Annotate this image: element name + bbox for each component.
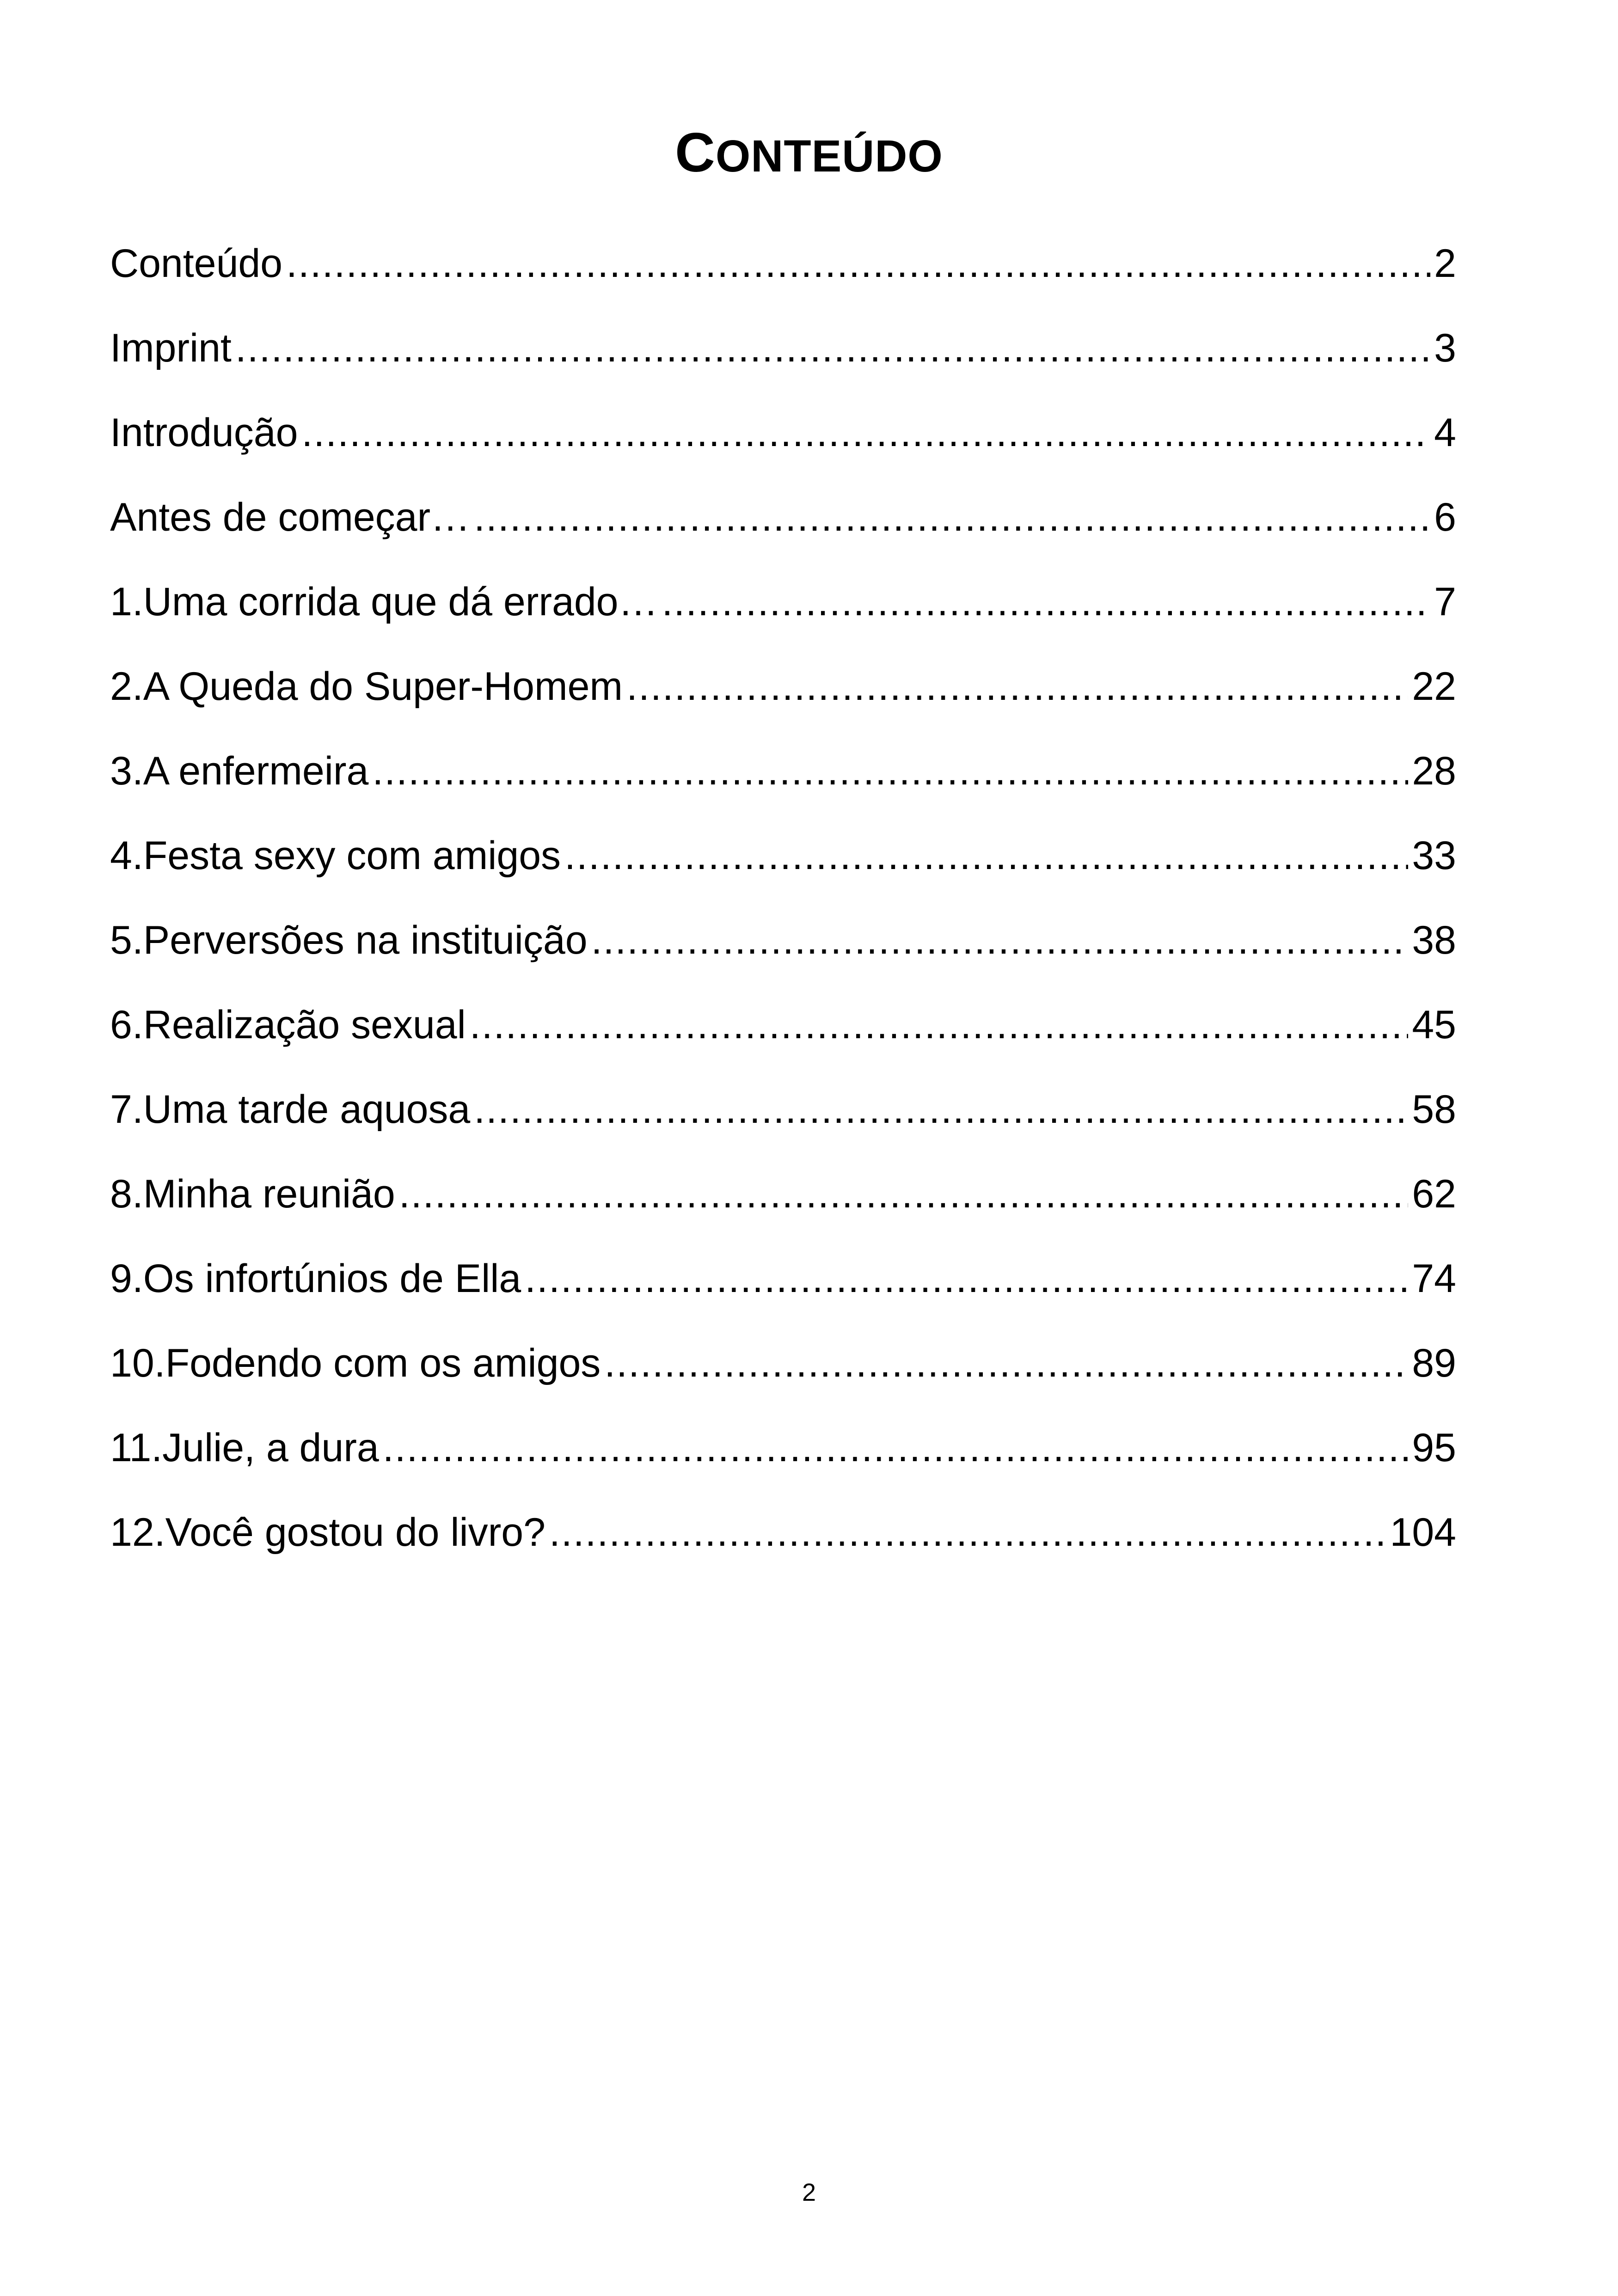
toc-entry-number: 12.	[110, 1510, 165, 1555]
toc-entry-chapter-7[interactable]	[110, 1072, 1456, 1133]
toc-entry-chapter-2[interactable]	[110, 649, 1456, 710]
page-title	[0, 118, 1618, 191]
toc-entry-number: 1.	[110, 580, 143, 624]
toc-leader-dots	[301, 410, 1430, 456]
toc-leader-dots	[604, 1340, 1408, 1386]
toc-entry-number: 3.	[110, 749, 143, 793]
toc-entry-number: 2.	[110, 664, 143, 709]
toc-entry-number: 9.	[110, 1256, 143, 1301]
toc-entry-chapter-5[interactable]	[110, 903, 1456, 963]
toc-entry-number: 10.	[110, 1341, 165, 1385]
toc-leader-dots	[549, 1509, 1386, 1555]
toc-entry-conteudo[interactable]	[110, 227, 1456, 287]
toc-entry-label: A Queda do Super-Homem	[143, 664, 623, 709]
title-rest: ONTEÚDO	[715, 131, 943, 181]
toc-entry-page: 7	[1434, 580, 1456, 624]
toc-entry-label: Imprint	[110, 326, 232, 370]
toc-entry-page: 22	[1412, 664, 1456, 709]
toc-entry-page: 4	[1434, 410, 1456, 455]
toc-entry-number: 7.	[110, 1087, 143, 1132]
toc-entry-label: Fodendo com os amigos	[165, 1341, 601, 1385]
toc-entry-label: Os infortúnios de Ella	[143, 1256, 521, 1301]
toc-entry-antes-de-comecar[interactable]	[110, 480, 1456, 540]
toc-entry-introducao[interactable]	[110, 396, 1456, 456]
toc-leader-dots	[591, 917, 1409, 963]
toc-entry-label: Introdução	[110, 410, 298, 455]
toc-entry-page: 45	[1412, 1003, 1456, 1047]
toc-entry-page: 74	[1412, 1256, 1456, 1301]
toc-entry-page: 89	[1412, 1341, 1456, 1385]
toc-entry-label: Festa sexy com amigos	[143, 833, 561, 878]
toc-entry-chapter-11[interactable]	[110, 1411, 1456, 1471]
toc-entry-page: 33	[1412, 833, 1456, 878]
toc-leader-dots	[235, 325, 1430, 371]
toc-entry-number: 11.	[110, 1426, 163, 1470]
toc-entry-label: A enfermeira	[143, 749, 369, 793]
toc-entry-label: Antes de começar…	[110, 495, 471, 539]
toc-entry-page: 104	[1390, 1510, 1456, 1555]
toc-entry-page: 6	[1434, 495, 1456, 539]
toc-entry-chapter-10[interactable]	[110, 1326, 1456, 1386]
toc-entry-number: 5.	[110, 918, 143, 962]
toc-leader-dots	[474, 1086, 1408, 1133]
toc-entry-label: Conteúdo	[110, 241, 282, 286]
toc-leader-dots	[372, 748, 1408, 794]
toc-entry-page: 62	[1412, 1172, 1456, 1216]
toc-entry-chapter-8[interactable]	[110, 1157, 1456, 1217]
toc-leader-dots	[286, 240, 1430, 287]
toc-leader-dots	[662, 579, 1431, 625]
toc-entry-number: 8.	[110, 1172, 143, 1216]
toc-leader-dots	[399, 1171, 1409, 1217]
toc-entry-chapter-12[interactable]	[110, 1495, 1456, 1555]
toc-entry-imprint[interactable]	[110, 311, 1456, 371]
toc-entry-label: Minha reunião	[143, 1172, 395, 1216]
toc-entry-page: 2	[1434, 241, 1456, 286]
toc-entry-chapter-9[interactable]	[110, 1242, 1456, 1302]
toc-entry-number: 4.	[110, 833, 143, 878]
title-first-letter: C	[675, 122, 716, 184]
toc-entry-label: Você gostou do livro?	[165, 1510, 545, 1555]
toc-entry-label: Julie, a dura	[162, 1426, 379, 1470]
toc-entry-page: 3	[1434, 326, 1456, 370]
toc-entry-label: Uma corrida que dá errado…	[143, 580, 658, 624]
toc-entry-page: 95	[1412, 1426, 1456, 1470]
toc-entry-page: 38	[1412, 918, 1456, 962]
toc-leader-dots	[474, 494, 1430, 540]
toc-entry-chapter-3[interactable]	[110, 734, 1456, 794]
toc-entry-chapter-6[interactable]	[110, 988, 1456, 1048]
toc-entry-page: 28	[1412, 749, 1456, 793]
toc-entry-chapter-4[interactable]	[110, 819, 1456, 879]
toc-leader-dots	[525, 1255, 1408, 1302]
toc-entry-label: Realização sexual	[143, 1003, 466, 1047]
toc-leader-dots	[470, 1002, 1409, 1048]
toc-entry-label: Perversões na instituição	[143, 918, 588, 962]
toc-leader-dots	[626, 663, 1408, 710]
toc-leader-dots	[383, 1425, 1409, 1471]
toc-entry-chapter-1[interactable]	[110, 565, 1456, 625]
toc-entry-page: 58	[1412, 1087, 1456, 1132]
toc-entry-label: Uma tarde aquosa	[143, 1087, 471, 1132]
page-number: 2	[802, 2179, 816, 2206]
toc-leader-dots	[564, 833, 1408, 879]
toc-entry-number: 6.	[110, 1003, 143, 1047]
